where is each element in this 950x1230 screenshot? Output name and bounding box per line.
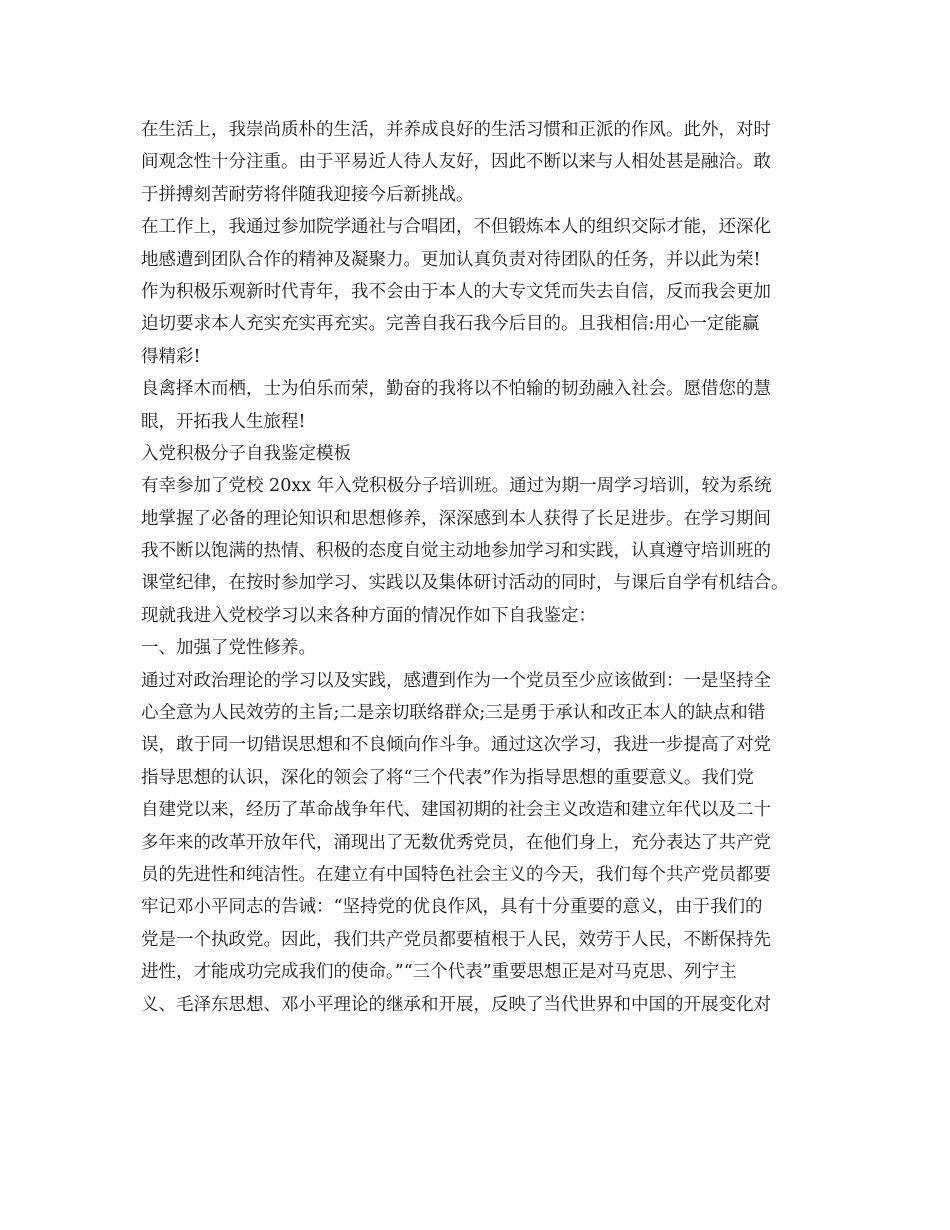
section-heading: 入党积极分子自我鉴定模板 <box>141 443 351 464</box>
text-line: 党是一个执政党。因此，我们共产党员都要植根于人民，效劳于人民，不断保持先 <box>141 929 771 950</box>
text-line: 间观念性十分注重。由于平易近人待人友好，因此不断以来与人相处甚是融洽。敢 <box>141 152 771 173</box>
text-line: 良禽择木而栖，士为伯乐而荣，勤奋的我将以不怕输的韧劲融入社会。愿借您的慧 <box>141 379 771 400</box>
text-line: 通过对政治理论的学习以及实践，感遭到作为一个党员至少应该做到：一是坚持全 <box>141 670 771 691</box>
text-line: 得精彩! <box>141 346 201 367</box>
text-line: 现就我进入党校学习以来各种方面的情况作如下自我鉴定： <box>141 605 596 626</box>
text-line: 进性，才能成功完成我们的使命。”“三个代表”重要思想正是对马克思、列宁主 <box>141 962 737 983</box>
text-line: 课堂纪律，在按时参加学习、实践以及集体研讨活动的同时，与课后自学有机结合。 <box>141 573 789 594</box>
text-line: 自建党以来，经历了革命战争年代、建国初期的社会主义改造和建立年代以及二十 <box>141 800 771 821</box>
text-line: 眼，开拓我人生旅程! <box>141 411 306 432</box>
text-line: 多年来的改革开放年代，涌现出了无数优秀党员，在他们身上，充分表达了共产党 <box>141 832 771 853</box>
text-line: 指导思想的认识，深化的领会了将“三个代表”作为指导思想的重要意义。我们党 <box>141 767 754 788</box>
text-line: 作为积极乐观新时代青年，我不会由于本人的大专文凭而失去自信，反而我会更加 <box>141 281 771 302</box>
text-line: 牢记邓小平同志的告诫：“坚持党的优良作风，具有十分重要的意义，由于我们的 <box>141 897 763 918</box>
text-line: 迫切要求本人充实充实再充实。完善自我石我今后目的。且我相信:用心一定能赢 <box>141 314 760 335</box>
subsection-heading: 一、加强了党性修养。 <box>141 638 316 659</box>
text-line: 我不断以饱满的热情、积极的态度自觉主动地参加学习和实践，认真遵守培训班的 <box>141 541 771 562</box>
text-line: 义、毛泽东思想、邓小平理论的继承和开展，反映了当代世界和中国的开展变化对 <box>141 994 771 1015</box>
text-line: 于拼搏刻苦耐劳将伴随我迎接今后新挑战。 <box>141 184 474 205</box>
document-body <box>141 114 827 1021</box>
text-line: 地感遭到团队合作的精神及凝聚力。更加认真负责对待团队的任务，并以此为荣! <box>141 249 761 270</box>
text-line: 误，敢于同一切错误思想和不良倾向作斗争。通过这次学习，我进一步提高了对党 <box>141 735 771 756</box>
text-line: 员的先进性和纯洁性。在建立有中国特色社会主义的今天，我们每个共产党员都要 <box>141 864 771 885</box>
text-line: 心全意为人民效劳的主旨;二是亲切联络群众;三是勇于承认和改正本人的缺点和错 <box>141 703 766 724</box>
text-line: 有幸参加了党校 20xx 年入党积极分子培训班。通过为期一周学习培训，较为系统 <box>141 476 772 497</box>
text-line: 地掌握了必备的理论知识和思想修养，深深感到本人获得了长足进步。在学习期间 <box>141 508 771 529</box>
text-line: 在工作上，我通过参加院学通社与合唱团，不但锻炼本人的组织交际才能，还深化 <box>141 217 771 238</box>
text-line: 在生活上，我崇尚质朴的生活，并养成良好的生活习惯和正派的作风。此外，对时 <box>141 120 771 140</box>
